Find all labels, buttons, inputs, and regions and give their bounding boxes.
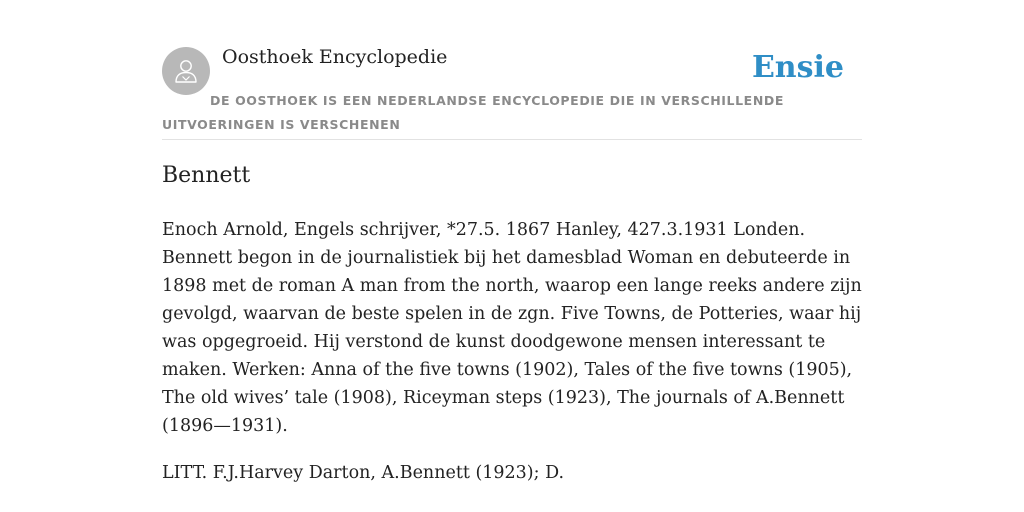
site-title[interactable]: Oosthoek Encyclopedie: [222, 46, 448, 68]
article-literature: LITT. F.J.Harvey Darton, A.Bennett (1923); D.: [162, 463, 565, 483]
site-header: [162, 0, 862, 140]
user-icon: [171, 56, 201, 86]
content-container: [162, 0, 862, 483]
article-body: Enoch Arnold, Engels schrijver, *27.5. 1867 Hanley, 427.3.1931 Londen. Bennett begon in de journalistiek bij het damesblad Woman en debuteerde in 1898 met de roman A man from the north, waarop een lange reeks andere zijn gevolgd, waarvan de beste spelen in de zgn. Five Towns, de Potteries, waar hij was opgegroeid. Hij verstond de kunst doodgewone mensen interessant te maken. Werken: Anna of the five towns (1902), Tales of the five towns (1905), The old wives’ tale (1908), Riceyman steps (1923), The journals of A.Bennett (1896—1931).: [162, 220, 862, 436]
article-title: Bennett: [162, 163, 251, 188]
avatar[interactable]: [162, 47, 210, 95]
site-tagline: DE OOSTHOEK IS EEN NEDERLANDSE ENCYCLOPEDIE DIE IN VERSCHILLENDE UITVOERINGEN IS VERSCHENEN: [162, 93, 784, 132]
brand-logo[interactable]: Ensie: [751, 50, 844, 85]
